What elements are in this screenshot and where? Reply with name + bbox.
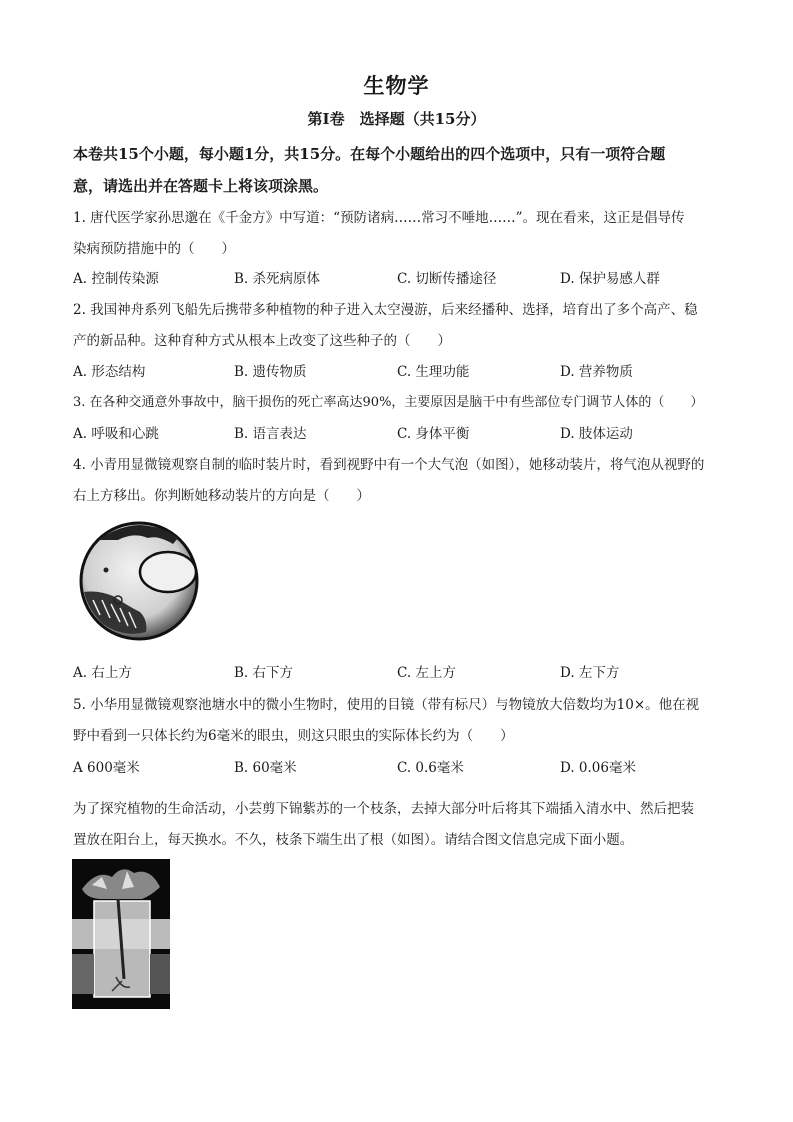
question-3-option-b[interactable]: B. 语言表达 [234,426,307,442]
question-3-option-a[interactable]: A. 呼吸和心跳 [73,426,159,442]
plant-cutting-figure [72,859,170,1009]
question-2-line-2: 产的新品种。这种育种方式从根本上改变了这些种子的（ ） [73,333,451,349]
question-1-option-a[interactable]: A. 控制传染源 [73,271,159,287]
passage-line-2: 置放在阳台上，每天换水。不久，枝条下端生出了根（如图）。请结合图文信息完成下面小题。 [73,832,634,848]
microscope-field-figure [78,520,200,642]
question-3-line-1: 3. 在各种交通意外事故中，脑干损伤的死亡率高达90%，主要原因是脑干中有些部位专门调节人体的（ ） [73,395,704,410]
question-4-option-b[interactable]: B. 右下方 [234,665,294,681]
instructions-line-1: 本卷共15个小题，每小题1分，共15分。在每个小题给出的四个选项中，只有一项符合题 [73,145,666,163]
question-5-option-c[interactable]: C. 0.6毫米 [397,760,464,776]
question-2-line-1: 2. 我国神舟系列飞船先后携带多种植物的种子进入太空漫游，后来经播种、选择，培育出了多个高产、稳 [73,302,698,318]
instructions-line-2: 意，请选出并在答题卡上将该项涂黑。 [73,177,329,195]
question-2-option-c[interactable]: C. 生理功能 [397,364,470,380]
air-bubble-icon [78,520,200,642]
question-2-option-b[interactable]: B. 遗传物质 [234,364,307,380]
question-5-line-2: 野中看到一只体长约为6毫米的眼虫，则这只眼虫的实际体长约为（ ） [73,728,514,744]
question-5-line-1: 5. 小华用显微镜观察池塘水中的微小生物时，使用的目镜（带有标尺）与物镜放大倍数均为10×。他在视 [73,697,700,713]
question-1-line-1: 1. 唐代医学家孙思邈在《千金方》中写道：“预防诸病……常习不唾地……”。现在看来，这正是倡导传 [73,210,685,226]
question-5-option-b[interactable]: B. 60毫米 [234,760,297,776]
question-1-line-2: 染病预防措施中的（ ） [73,241,235,257]
question-1-option-b[interactable]: B. 杀死病原体 [234,271,321,287]
page-title: 生物学 [363,73,430,98]
question-3-option-c[interactable]: C. 身体平衡 [397,426,470,442]
question-4-line-2: 右上方移出。你判断她移动装片的方向是（ ） [73,488,370,504]
question-5-option-d[interactable]: D. 0.06毫米 [560,760,636,776]
passage-line-1: 为了探究植物的生命活动，小芸剪下锦紫苏的一个枝条，去掉大部分叶后将其下端插入清水中、然后把装 [73,801,694,817]
question-3-option-d[interactable]: D. 肢体运动 [560,426,633,442]
question-5-option-a[interactable]: A 600毫米 [73,760,140,776]
question-4-line-1: 4. 小青用显微镜观察自制的临时装片时，看到视野中有一个大气泡（如图），她移动装片，将气泡从视野的 [73,457,705,473]
question-4-option-a[interactable]: A. 右上方 [73,665,132,681]
section-heading: 第Ⅰ卷 选择题（共15分） [307,110,486,128]
question-1-option-c[interactable]: C. 切断传播途径 [397,271,497,287]
plant-in-glass-icon [72,859,170,1009]
question-4-option-c[interactable]: C. 左上方 [397,665,456,681]
question-2-option-a[interactable]: A. 形态结构 [73,364,146,380]
question-2-option-d[interactable]: D. 营养物质 [560,364,633,380]
question-4-option-d[interactable]: D. 左下方 [560,665,620,681]
question-1-option-d[interactable]: D. 保护易感人群 [560,271,660,287]
